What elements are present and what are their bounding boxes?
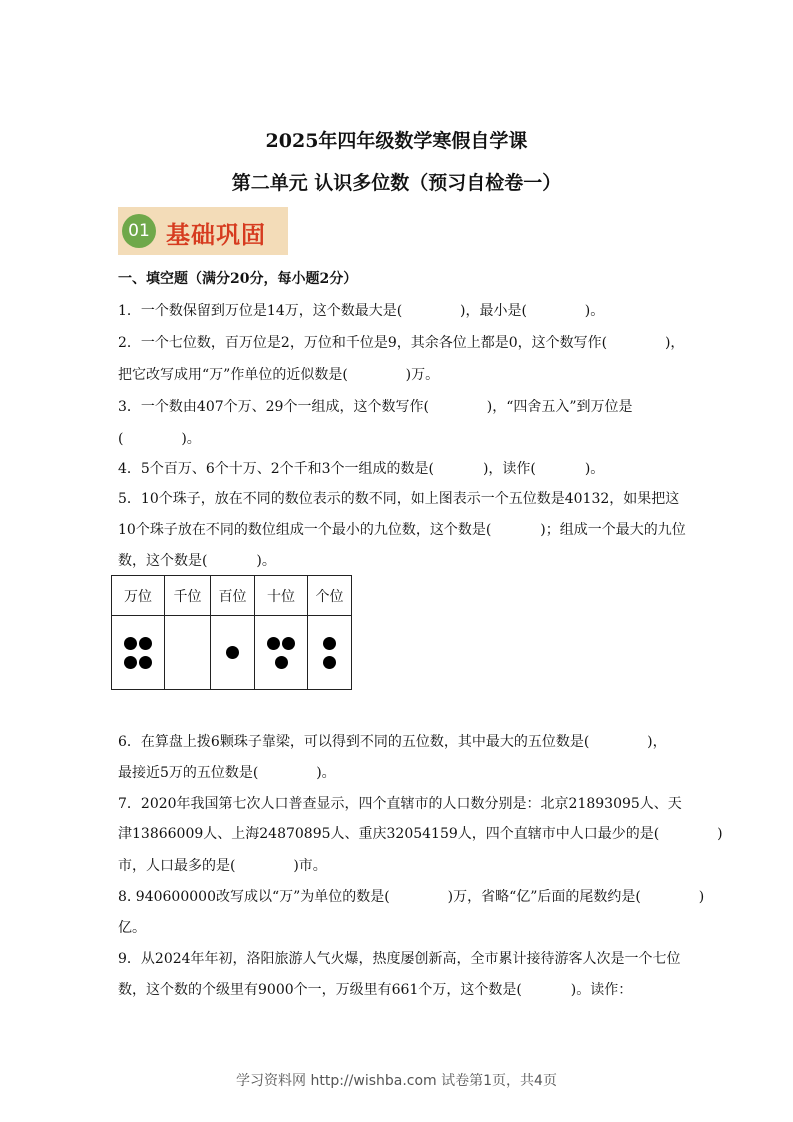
bead xyxy=(139,656,152,669)
question-9-line-1: 9．从2024年年初，洛阳旅游人气火爆，热度屡创新高，全市累计接待游客人次是一个七位 xyxy=(118,951,681,967)
question-7-line-3: 市，人口最多的是( )市。 xyxy=(118,858,327,874)
beads-ge xyxy=(308,616,352,690)
question-6-line-2: 最接近5万的五位数是( )。 xyxy=(118,765,336,781)
question-7-line-2: 津13866009人、上海24870895人、重庆32054159人，四个直辖市中人口最少的是( ) xyxy=(118,826,723,842)
bead xyxy=(275,656,288,669)
header-wan: 万位 xyxy=(112,576,165,616)
badge-label: 基础巩固 xyxy=(166,221,266,249)
question-3-line-2: ( )。 xyxy=(118,431,201,447)
question-5-line-2: 10个珠子放在不同的数位组成一个最小的九位数，这个数是( )；组成一个最大的九位 xyxy=(118,522,686,538)
section-badge xyxy=(118,207,288,255)
section-heading: 一、填空题（满分20分，每小题2分） xyxy=(118,271,358,287)
bead xyxy=(124,637,137,650)
question-8-line-1: 8. 940600000改写成以“万”为单位的数是( )万，省略“亿”后面的尾数约是( ) xyxy=(118,889,705,905)
bead xyxy=(323,656,336,669)
question-9-line-2: 数，这个数的个级里有9000个一，万级里有661个万，这个数是( )。读作： xyxy=(118,982,633,998)
header-ge: 个位 xyxy=(308,576,352,616)
question-2-line-1: 2．一个七位数，百万位是2，万位和千位是9，其余各位上都是0，这个数写作( )， xyxy=(118,335,685,351)
question-5-line-1: 5．10个珠子，放在不同的数位表示的数不同，如上图表示一个五位数是40132，如果把这 xyxy=(118,491,680,507)
bead xyxy=(139,637,152,650)
beads-qian xyxy=(165,616,211,690)
question-5-line-3: 数，这个数是( )。 xyxy=(118,553,276,569)
question-1: 1．一个数保留到万位是14万，这个数最大是( )，最小是( )。 xyxy=(118,303,605,319)
beads-bai xyxy=(211,616,255,690)
question-8-line-2: 亿。 xyxy=(118,920,146,936)
question-6-line-1: 6．在算盘上拨6颗珠子靠梁，可以得到不同的五位数，其中最大的五位数是( )， xyxy=(118,734,667,750)
bead xyxy=(323,637,336,650)
beads-shi xyxy=(255,616,308,690)
header-qian: 千位 xyxy=(165,576,211,616)
question-7-line-1: 7．2020年我国第七次人口普查显示，四个直辖市的人口数分别是：北京21893095人、天 xyxy=(118,796,682,812)
bead xyxy=(282,637,295,650)
bead xyxy=(124,656,137,669)
header-shi: 十位 xyxy=(255,576,308,616)
document-title: 2025年四年级数学寒假自学课 xyxy=(265,130,528,152)
bead xyxy=(267,637,280,650)
bead-place-value-table xyxy=(111,575,352,690)
header-bai: 百位 xyxy=(211,576,255,616)
document-subtitle: 第二单元 认识多位数（预习自检卷一） xyxy=(231,172,562,194)
page-footer: 学习资料网 http://wishba.com 试卷第1页，共4页 xyxy=(236,1073,557,1089)
question-3-line-1: 3．一个数由407个万、29个一组成，这个数写作( )，“四舍五入”到万位是 xyxy=(118,399,633,415)
badge-number: 01 xyxy=(122,214,156,248)
beads-wan xyxy=(112,616,165,690)
bead xyxy=(226,646,239,659)
question-4: 4．5个百万、6个十万、2个千和3个一组成的数是( )，读作( )。 xyxy=(118,461,605,477)
question-2-line-2: 把它改写成用“万”作单位的近似数是( )万。 xyxy=(118,367,440,383)
